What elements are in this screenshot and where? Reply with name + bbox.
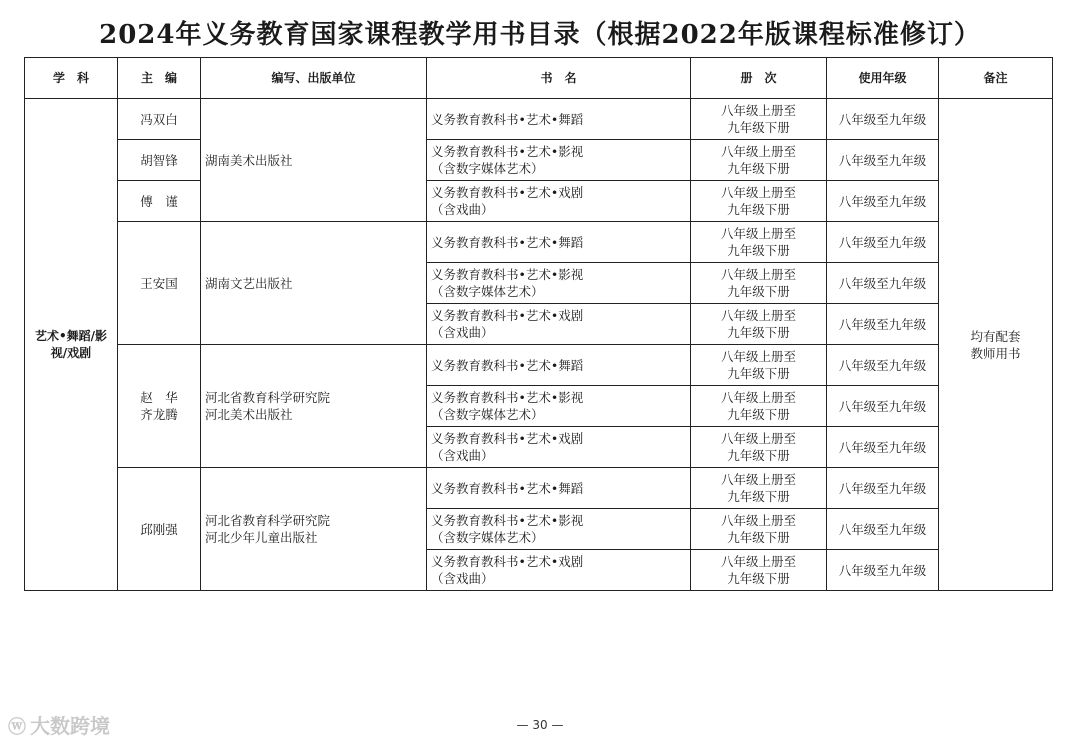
- line-text: 九年级下册: [727, 161, 790, 176]
- line-text: 八年级上册至: [720, 431, 796, 446]
- table-row: [25, 345, 1053, 386]
- volume-cell: [691, 509, 827, 550]
- volume-cell: [691, 222, 827, 263]
- line-text: 九年级下册: [727, 325, 790, 340]
- publisher-cell: [201, 468, 427, 591]
- line-text: 义务教育教科书•艺术•影视: [431, 390, 584, 405]
- line-text: 赵 华: [140, 390, 178, 405]
- book-title-cell: [427, 468, 691, 509]
- table-row: [25, 99, 1053, 140]
- publisher-cell: [201, 345, 427, 468]
- editor-cell: 傅 谨: [118, 181, 201, 222]
- line-text: 九年级下册: [727, 407, 790, 422]
- line-text: （含数字媒体艺术）: [431, 284, 544, 299]
- line-text: 九年级下册: [727, 366, 790, 381]
- editor-cell: [118, 345, 201, 468]
- editor-cell: [118, 222, 201, 345]
- grade-cell: 八年级至九年级: [827, 222, 939, 263]
- line-text: 八年级上册至: [720, 308, 796, 323]
- line-text: 八年级上册至: [720, 472, 796, 487]
- watermark: ⓦ 大数跨境: [8, 714, 110, 738]
- line-text: 湖南美术出版社: [205, 152, 293, 168]
- grade-cell: 八年级至九年级: [827, 468, 939, 509]
- line-text: 八年级上册至: [720, 103, 796, 118]
- note-cell: 均有配套教师用书: [939, 99, 1053, 591]
- volume-cell: [691, 427, 827, 468]
- header-editor: 主 编: [118, 58, 201, 99]
- line-text: 河北美术出版社: [205, 407, 293, 422]
- line-text: 邱刚强: [140, 521, 178, 537]
- grade-cell: 八年级至九年级: [827, 99, 939, 140]
- line-text: 义务教育教科书•艺术•戏剧: [431, 554, 584, 569]
- line-text: （含数字媒体艺术）: [431, 161, 544, 176]
- line-text: 河北省教育科学研究院: [205, 513, 331, 528]
- header-subject: 学 科: [25, 58, 118, 99]
- line-text: 九年级下册: [727, 120, 790, 135]
- grade-cell: 八年级至九年级: [827, 345, 939, 386]
- table-row: [25, 181, 1053, 222]
- grade-cell: 八年级至九年级: [827, 263, 939, 304]
- grade-cell: 八年级至九年级: [827, 386, 939, 427]
- book-title-cell: [427, 509, 691, 550]
- editor-cell: [118, 468, 201, 591]
- line-text: 八年级上册至: [720, 390, 796, 405]
- line-text: 义务教育教科书•艺术•舞蹈: [431, 111, 584, 127]
- grade-cell: 八年级至九年级: [827, 304, 939, 345]
- line-text: 九年级下册: [727, 489, 790, 504]
- line-text: 八年级上册至: [720, 554, 796, 569]
- line-text: 河北少年儿童出版社: [205, 530, 318, 545]
- volume-cell: [691, 468, 827, 509]
- book-title-cell: [427, 99, 691, 140]
- header-grade: 使用年级: [827, 58, 939, 99]
- line-text: 九年级下册: [727, 202, 790, 217]
- line-text: 九年级下册: [727, 243, 790, 258]
- line-text: 八年级上册至: [720, 144, 796, 159]
- book-title-cell: [427, 304, 691, 345]
- line-text: 八年级上册至: [720, 513, 796, 528]
- editor-cell: 胡智锋: [118, 140, 201, 181]
- line-text: 九年级下册: [727, 284, 790, 299]
- book-title-cell: [427, 181, 691, 222]
- line-text: 义务教育教科书•艺术•戏剧: [431, 308, 584, 323]
- line-text: 八年级上册至: [720, 226, 796, 241]
- volume-cell: [691, 140, 827, 181]
- line-text: 八年级上册至: [720, 185, 796, 200]
- line-text: 义务教育教科书•艺术•戏剧: [431, 185, 584, 200]
- book-title-cell: [427, 140, 691, 181]
- header-volume: 册 次: [691, 58, 827, 99]
- line-text: （含数字媒体艺术）: [431, 530, 544, 545]
- grade-cell: 八年级至九年级: [827, 140, 939, 181]
- volume-cell: [691, 304, 827, 345]
- grade-cell: 八年级至九年级: [827, 181, 939, 222]
- book-title-cell: [427, 550, 691, 591]
- line-text: 齐龙腾: [140, 407, 178, 422]
- page-number: — 30 —: [516, 718, 564, 732]
- grade-cell: 八年级至九年级: [827, 427, 939, 468]
- line-text: 九年级下册: [727, 448, 790, 463]
- line-text: 义务教育教科书•艺术•舞蹈: [431, 234, 584, 250]
- book-title-cell: [427, 386, 691, 427]
- weibo-logo-icon: ⓦ: [8, 717, 26, 738]
- line-text: （含数字媒体艺术）: [431, 407, 544, 422]
- header-publisher: 编写、出版单位: [201, 58, 427, 99]
- volume-cell: [691, 386, 827, 427]
- textbook-catalog-table: [24, 57, 1053, 591]
- line-text: 义务教育教科书•艺术•舞蹈: [431, 480, 584, 496]
- volume-cell: [691, 345, 827, 386]
- book-title-cell: [427, 263, 691, 304]
- publisher-cell: [201, 99, 427, 222]
- volume-cell: [691, 99, 827, 140]
- volume-cell: [691, 550, 827, 591]
- line-text: 义务教育教科书•艺术•舞蹈: [431, 357, 584, 373]
- subject-cell: 艺术•舞蹈/影视/戏剧: [25, 99, 118, 591]
- line-text: （含戏曲）: [431, 325, 494, 340]
- table-row: [25, 140, 1053, 181]
- line-text: 九年级下册: [727, 571, 790, 586]
- book-title-cell: [427, 345, 691, 386]
- line-text: 义务教育教科书•艺术•影视: [431, 144, 584, 159]
- editor-cell: 冯双白: [118, 99, 201, 140]
- volume-cell: [691, 263, 827, 304]
- header-note: 备注: [939, 58, 1053, 99]
- line-text: 义务教育教科书•艺术•影视: [431, 513, 584, 528]
- line-text: 义务教育教科书•艺术•影视: [431, 267, 584, 282]
- line-text: 八年级上册至: [720, 267, 796, 282]
- line-text: 八年级上册至: [720, 349, 796, 364]
- line-text: 九年级下册: [727, 530, 790, 545]
- line-text: 义务教育教科书•艺术•戏剧: [431, 431, 584, 446]
- table-row: [25, 222, 1053, 263]
- grade-cell: 八年级至九年级: [827, 550, 939, 591]
- line-text: （含戏曲）: [431, 571, 494, 586]
- header-book-title: 书 名: [427, 58, 691, 99]
- book-title-cell: [427, 222, 691, 263]
- publisher-cell: [201, 222, 427, 345]
- line-text: 河北省教育科学研究院: [205, 390, 331, 405]
- volume-cell: [691, 181, 827, 222]
- header-row: [25, 58, 1053, 99]
- line-text: 王安国: [140, 275, 178, 291]
- line-text: （含戏曲）: [431, 448, 494, 463]
- table-row: [25, 468, 1053, 509]
- document-title: 2024年义务教育国家课程教学用书目录（根据2022年版课程标准修订）: [99, 20, 981, 50]
- book-title-cell: [427, 427, 691, 468]
- line-text: （含戏曲）: [431, 202, 494, 217]
- line-text: 湖南文艺出版社: [205, 275, 293, 291]
- grade-cell: 八年级至九年级: [827, 509, 939, 550]
